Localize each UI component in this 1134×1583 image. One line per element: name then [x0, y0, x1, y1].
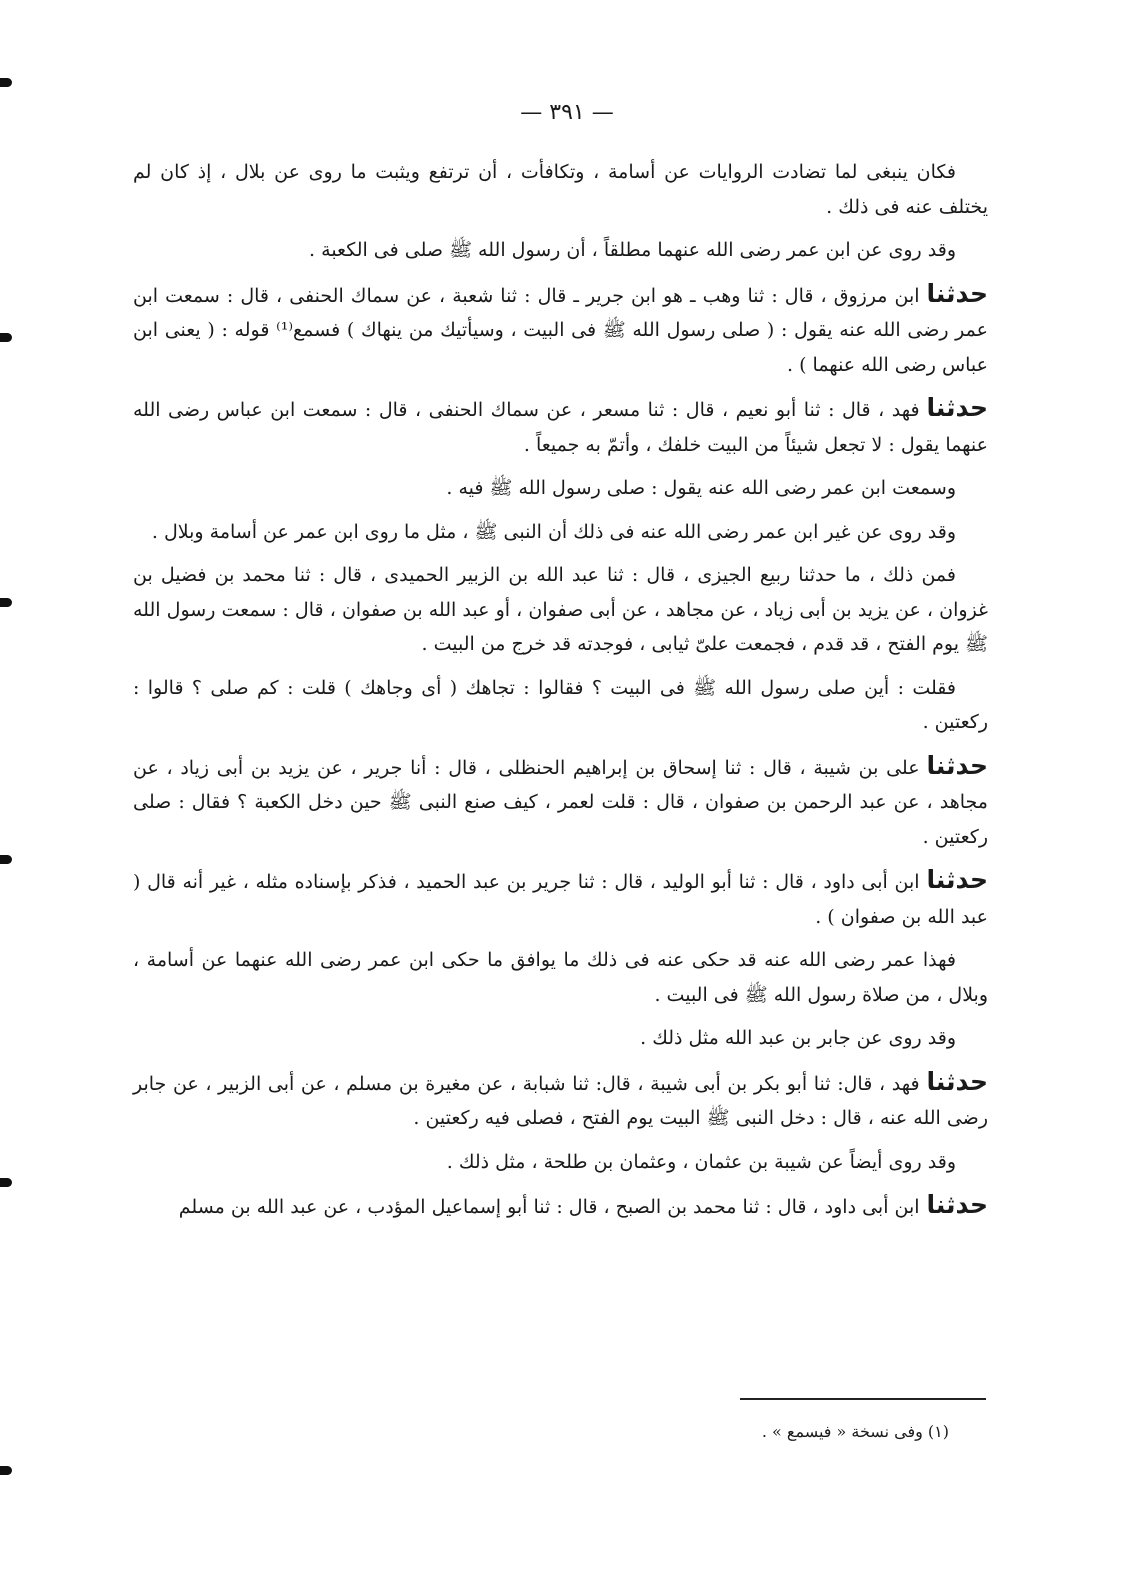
footnote-divider — [740, 1398, 986, 1400]
paragraph — [133, 749, 988, 855]
paragraph — [133, 671, 988, 740]
paragraph — [133, 471, 988, 506]
paragraph-text: فهد ، قال: ثنا أبو بكر بن أبى شيبة ، قال: ثنا شبابة ، عن مغيرة بن مسلم ، عن أبى الزبير ، عن جابر رضى الله عنه ، قال : دخل النبى ﷺ البيت يوم الفتح ، فصلى فيه ركعتين . — [133, 1072, 988, 1129]
paragraph-text: فمن ذلك ، ما حدثنا ربيع الجيزى ، قال : ثنا عبد الله بن الزبير الحميدى ، قال : ثنا محمد بن فضيل بن غزوان ، عن يزيد بن أبى زياد ، عن مجاهد ، عن أبى صفوان ، أو عبد الله بن صفوان ، قال : سمعت رسول الله ﷺ يوم الفتح ، قد قدم ، فجمعت علىّ ثيابى ، فوجدته قد خرج من البيت . — [133, 564, 988, 655]
paragraph-text: وقد روى عن جابر بن عبد الله مثل ذلك . — [640, 1027, 956, 1049]
paragraph — [133, 277, 988, 383]
binding-mark — [0, 1178, 12, 1187]
hadith-lead-word: حدثنا — [926, 865, 988, 894]
hadith-lead-word: حدثنا — [926, 1190, 988, 1219]
paragraph-text: وسمعت ابن عمر رضى الله عنه يقول : صلى رسول الله ﷺ فيه . — [446, 477, 956, 499]
paragraph — [133, 558, 988, 662]
paragraph — [133, 515, 988, 550]
paragraph-text: ابن مرزوق ، قال : ثنا وهب ـ هو ابن جرير ـ قال : ثنا شعبة ، عن سماك الحنفى ، قال : سمعت ابن عمر رضى الله عنه يقول : ( صلى رسول الله ﷺ فى البيت ، وسيأتيك من ينهاك ) فسمع⁽¹⁾ قوله : ( يعنى ابن عباس رضى الله عنهما ) . — [133, 284, 988, 376]
binding-mark — [0, 598, 12, 607]
hadith-lead-word: حدثنا — [926, 750, 988, 780]
paragraph-text: وقد روى عن غير ابن عمر رضى الله عنه فى ذلك أن النبى ﷺ ، مثل ما روى ابن عمر عن أسامة وبلال . — [151, 520, 956, 543]
footnote: (١) وفى نسخة « فيسمع » . — [761, 1422, 949, 1441]
paragraph-text: فهد ، قال : ثنا أبو نعيم ، قال : ثنا مسعر ، عن سماك الحنفى ، قال : سمعت ابن عباس رضى الله عنهما يقول : لا تجعل شيئاً من البيت خلفك ، وأتمّ به جميعاً . — [133, 399, 988, 456]
binding-mark — [0, 78, 12, 87]
paragraph — [133, 155, 988, 224]
hadith-lead-word: حدثنا — [926, 1066, 988, 1096]
binding-mark — [0, 855, 12, 864]
binding-mark — [0, 333, 12, 342]
paragraph — [133, 1065, 988, 1136]
paragraph — [133, 233, 988, 268]
paragraph-text: فكان ينبغى لما تضادت الروايات عن أسامة ، وتكافأت ، أن ترتفع ويثبت ما روى عن بلال ، إذ كان لم يختلف عنه فى ذلك . — [133, 161, 988, 218]
paragraph — [133, 943, 988, 1012]
paragraph — [133, 1145, 988, 1180]
paragraph — [133, 863, 988, 934]
hadith-lead-word: حدثنا — [926, 393, 988, 422]
paragraph-text: وقد روى عن ابن عمر رضى الله عنهما مطلقاً ، أن رسول الله ﷺ صلى فى الكعبة . — [309, 239, 956, 261]
paragraph — [133, 1188, 988, 1225]
paragraph — [133, 391, 988, 462]
page-number: — ٣٩١ — — [520, 100, 614, 125]
binding-mark — [0, 1466, 12, 1475]
paragraph-text: ابن أبى داود ، قال : ثنا محمد بن الصبح ، قال : ثنا أبو إسماعيل المؤدب ، عن عبد الله بن مسلم — [178, 1196, 920, 1218]
paragraph — [133, 1021, 988, 1056]
paragraph-text: ابن أبى داود ، قال : ثنا أبو الوليد ، قال : ثنا جرير بن عبد الحميد ، فذكر بإسناده مثله ، غير أنه قال ( عبد الله بن صفوان ) . — [133, 871, 988, 928]
main-text — [133, 155, 988, 1234]
hadith-lead-word: حدثنا — [926, 278, 988, 308]
paragraph-text: فقلت : أين صلى رسول الله ﷺ فى البيت ؟ فقالوا : تجاهك ( أى وجاهك ) قلت : كم صلى ؟ قالوا : ركعتين . — [133, 676, 988, 733]
paragraph-text: على بن شيبة ، قال : ثنا إسحاق بن إبراهيم الحنظلى ، قال : أنا جرير ، عن يزيد بن أبى زياد ، عن مجاهد ، عن عبد الرحمن بن صفوان ، قال : قلت لعمر ، كيف صنع النبى ﷺ حين دخل الكعبة ؟ فقال : صلى ركعتين . — [133, 756, 988, 848]
paragraph-text: فهذا عمر رضى الله عنه قد حكى عنه فى ذلك ما يوافق ما حكى ابن عمر رضى الله عنهما عن أسامة ، وبلال ، من صلاة رسول الله ﷺ فى البيت . — [133, 949, 988, 1006]
paragraph-text: وقد روى أيضاً عن شيبة بن عثمان ، وعثمان بن طلحة ، مثل ذلك . — [446, 1150, 956, 1173]
